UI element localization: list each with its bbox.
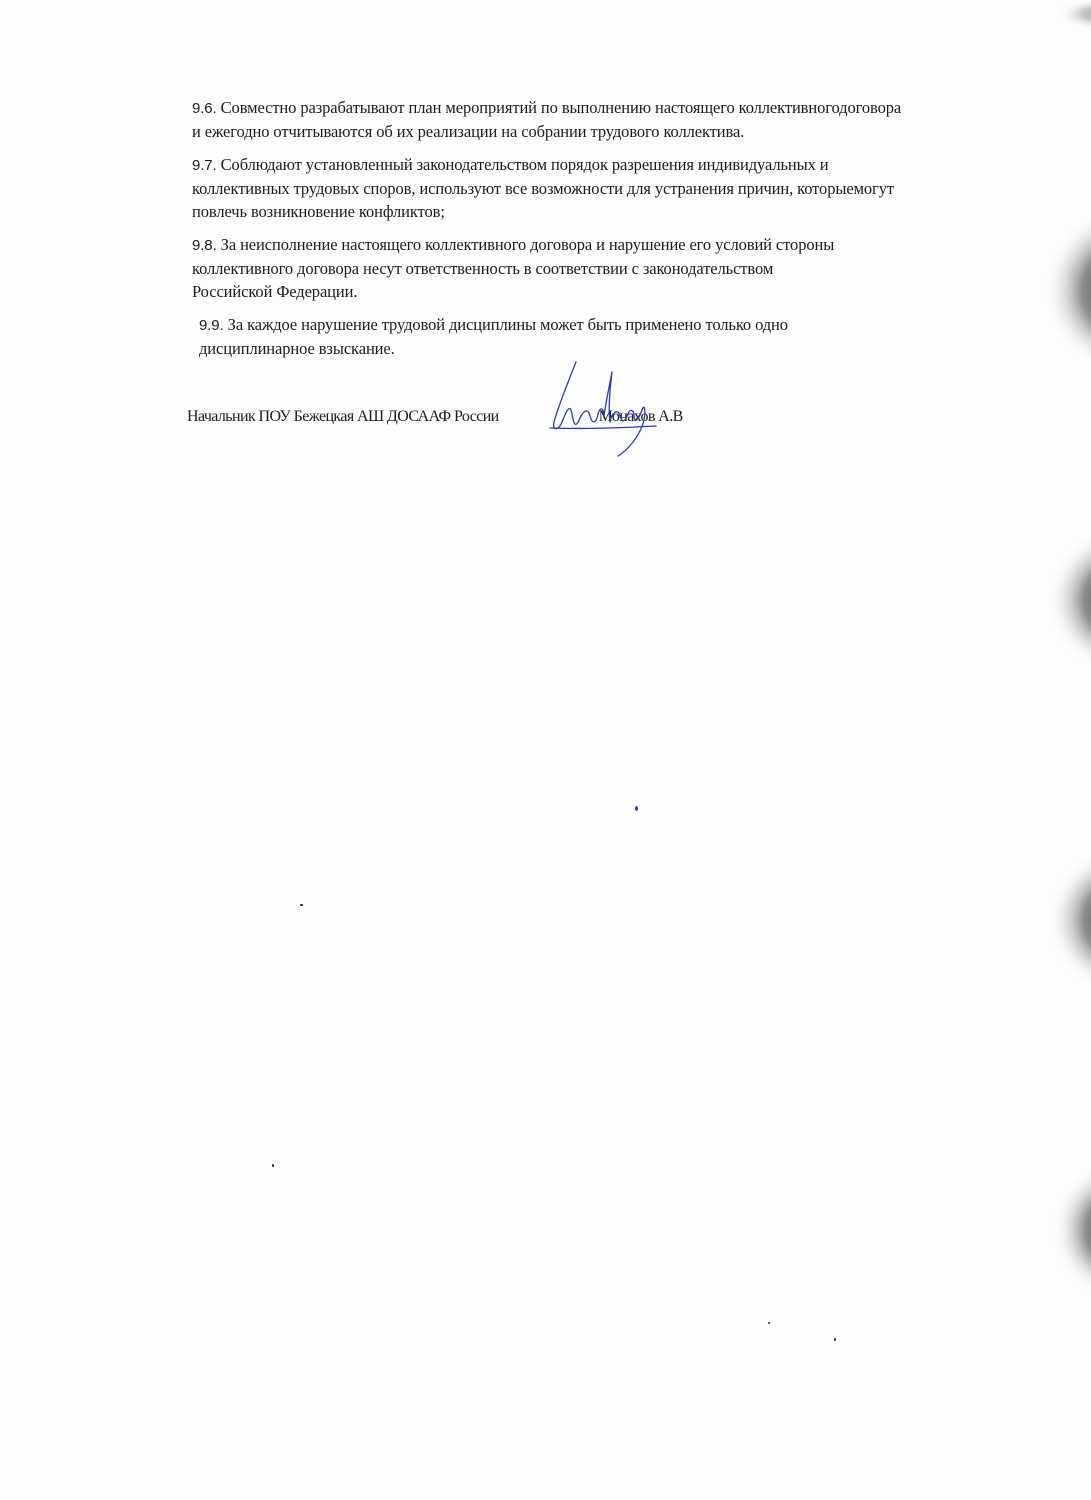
clause-9-7 [192, 153, 1022, 223]
scan-edge-artifact-4 [1001, 1160, 1091, 1300]
scan-speck [635, 806, 638, 811]
signature-strokes [550, 362, 656, 456]
clause-text: За каждое нарушение трудовой дисциплины может быть применено только одно дисциплинарное взыскание. [199, 315, 788, 358]
scan-speck [768, 1322, 770, 1324]
clause-number: 9.6. [192, 100, 217, 117]
clause-9-6 [192, 96, 1022, 143]
signatory-position: Начальник ПОУ Бежецкая АШ ДОСААФ России [187, 408, 499, 425]
scan-speck [272, 1164, 274, 1167]
clause-number: 9.9. [199, 317, 224, 334]
signatory-name: Монахов А.В [598, 408, 683, 425]
scan-edge-artifact-top [1001, 0, 1091, 40]
clause-number: 9.8. [192, 237, 217, 254]
clause-text: За неисполнение настоящего коллективного договора и нарушение его условий стороны коллективного договора несут ответственность в соответствии с законодательством Российской Федерации. [192, 235, 835, 301]
clause-9-8 [192, 233, 1022, 303]
scan-edge-artifact-2 [1001, 530, 1091, 670]
handwritten-signature [548, 352, 658, 462]
clause-number: 9.7. [192, 157, 217, 174]
clause-text: Совместно разрабатывают план мероприятий по выполнению настоящего коллективногодоговора и ежегодно отчитываются об их реализации на собрании трудового коллектива. [192, 98, 902, 141]
clause-text: Соблюдают установленный законодательством порядок разрешения индивидуальных и коллективных трудовых споров, используют все возможности для устранения причин, которыемогут повлечь возникновение конфликтов; [192, 155, 894, 221]
clauses-list [192, 96, 1022, 370]
scan-edge-artifact-3 [1001, 850, 1091, 990]
scan-speck [834, 1338, 836, 1341]
scan-speck [300, 904, 303, 906]
